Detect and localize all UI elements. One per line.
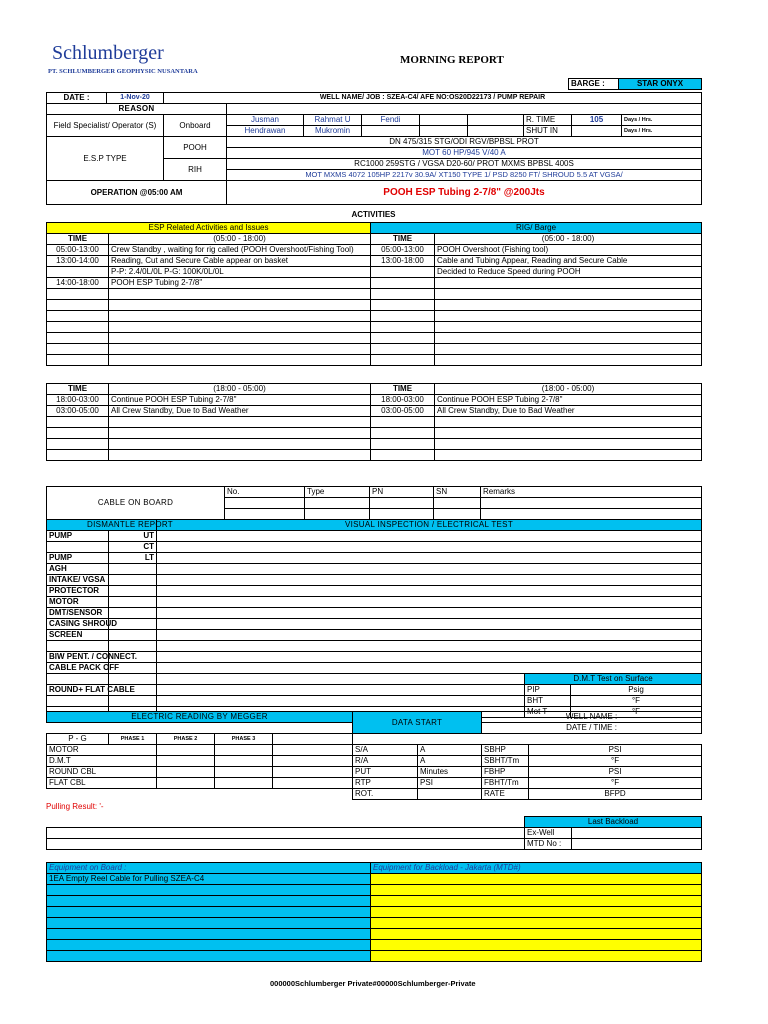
activity-time[interactable] [47,333,109,344]
dismantle-row [47,542,702,553]
reason-value[interactable] [227,104,702,115]
megger-value[interactable] [273,756,353,767]
dismantle-subitem [109,586,157,597]
dismantle-subitem [109,630,157,641]
data-param: SBHT/Tm [482,756,529,767]
megger-row [47,789,702,800]
cable-table [46,486,702,520]
data-param: S/A [353,745,418,756]
dismantle-row [47,641,702,652]
dismantle-row [47,608,702,619]
date-value[interactable]: 1-Nov-20 [107,93,164,104]
megger-row-label: FLAT CBL [47,778,157,789]
barge-value[interactable]: STAR ONYX [619,79,702,90]
dismantle-item [47,696,109,707]
dmt-param: BHT [525,696,571,707]
dismantle-row [47,630,702,641]
data-param: ROT. [353,789,418,800]
equipment-backload-item[interactable] [371,918,702,929]
data-unit[interactable]: A [418,756,482,767]
rig-activities-title: RIG/ Barge [371,223,702,234]
equipment-onboard-item[interactable] [47,896,371,907]
megger-value[interactable] [157,756,215,767]
day-range: (05:00 - 18:00) [435,234,702,245]
equipment-row [47,885,702,896]
megger-value[interactable] [273,745,353,756]
data-unit[interactable]: °F [529,778,702,789]
activity-desc[interactable] [109,428,371,439]
dismantle-item: CABLE PACK OFF [47,663,109,674]
dismantle-subitem [109,608,157,619]
data-unit[interactable]: PSI [529,767,702,778]
cable-col: PN [370,487,434,498]
activity-desc[interactable] [435,417,702,428]
activity-row [47,311,702,322]
megger-row [47,756,702,767]
activity-time[interactable] [371,417,435,428]
inspection-note[interactable] [157,674,525,685]
inspection-note[interactable] [157,553,702,564]
equipment-row [47,951,702,962]
dismantle-item [47,641,109,652]
activity-row [47,395,702,406]
report-title: MORNING REPORT [400,54,504,66]
dismantle-row [47,696,702,707]
activity-row [47,245,702,256]
activity-time[interactable] [371,344,435,355]
dismantle-item: INTAKE/ VGSA [47,575,109,586]
company-name: PT. SCHLUMBERGER GEOPHYSIC NUSANTARA [48,68,198,75]
inspection-note[interactable] [157,586,702,597]
activity-time[interactable] [371,300,435,311]
activity-time[interactable] [47,267,109,278]
inspection-note[interactable] [157,564,702,575]
activity-time[interactable] [371,428,435,439]
pooh-label: POOH [164,137,227,159]
megger-table [46,711,702,800]
activity-row [47,333,702,344]
activity-desc[interactable]: Crew Standby , waiting for rig called (POOH Overshoot/Fishing Tool) [109,245,371,256]
barge-label: BARGE : [569,79,619,90]
activity-desc[interactable] [435,450,702,461]
activity-row [47,278,702,289]
activity-desc[interactable] [435,289,702,300]
activity-time[interactable]: 14:00-18:00 [47,278,109,289]
megger-value[interactable] [157,778,215,789]
last-backload-label: Last Backload [525,817,702,828]
time-header: TIME [47,384,109,395]
data-param: PUT [353,767,418,778]
inspection-note[interactable] [157,608,702,619]
activity-time[interactable]: 03:00-05:00 [371,406,435,417]
megger-row-label: D.M.T [47,756,157,767]
activity-row [47,450,702,461]
data-unit[interactable]: Minutes [418,767,482,778]
dismantle-item: MOTOR [47,597,109,608]
activity-time[interactable]: 13:00-18:00 [371,256,435,267]
equipment-backload-item[interactable] [371,885,702,896]
inspection-note[interactable] [157,531,702,542]
inspection-note[interactable] [157,619,702,630]
mtd-label: MTD No : [525,839,572,850]
activity-desc[interactable] [435,311,702,322]
pooh-line-2[interactable]: MOT 60 HP/945 V/40 A [227,148,702,159]
shutin-unit: Days / Hrs. [622,126,702,137]
well-job[interactable]: WELL NAME/ JOB : SZEA-C4/ AFE NO:OS20D22173 / PUMP REPAIR [164,93,702,104]
activity-time[interactable] [47,311,109,322]
dismantle-item: BIW PENT. / CONNECT. [47,652,109,663]
inspection-note[interactable] [157,630,702,641]
well-name-label: WELL NAME : [482,712,702,723]
specialist-name[interactable]: Mukromin [304,126,362,137]
activity-time[interactable] [47,428,109,439]
activity-row [47,267,702,278]
activity-desc[interactable] [435,355,702,366]
info-table [46,92,702,205]
dismantle-item: PUMP [47,531,109,542]
activity-time[interactable] [371,289,435,300]
activity-time[interactable] [47,417,109,428]
data-param: RATE [482,789,529,800]
activity-time[interactable] [47,289,109,300]
dismantle-item: CASING SHROUD [47,619,109,630]
activity-time[interactable] [371,450,435,461]
activity-time[interactable] [371,311,435,322]
activity-desc[interactable] [109,344,371,355]
rih-line-1[interactable]: RC1000 259STG / VGSA D20-60/ PROT MXMS BPBSL 400S [227,159,702,170]
company-logo: Schlumberger [52,42,164,64]
equipment-onboard-item[interactable] [47,940,371,951]
megger-col: PHASE 3 [215,734,273,745]
spacer [47,789,353,800]
activity-time[interactable] [47,300,109,311]
esp-activities-title: ESP Related Activities and Issues [47,223,371,234]
cable-col: Remarks [481,487,702,498]
equipment-onboard-item[interactable] [47,907,371,918]
equipment-table [46,862,702,962]
dismantle-title: DISMANTLE REPORT [47,520,157,531]
dismantle-item [47,674,109,685]
rtime-value[interactable]: 105 [572,115,622,126]
equipment-backload-item[interactable] [371,940,702,951]
activity-desc[interactable]: All Crew Standby, Due to Bad Weather [109,406,371,417]
data-param: R/A [353,756,418,767]
equipment-row [47,907,702,918]
dismantle-row [47,575,702,586]
dismantle-item: DMT/SENSOR [47,608,109,619]
data-param: RTP [353,778,418,789]
equipment-backload-title: Equipment for Backload - Jakarta (MTD#) [371,863,702,874]
dmt-unit[interactable]: °F [571,707,702,718]
activities-day-table [46,222,702,366]
equipment-row [47,940,702,951]
activity-time[interactable] [47,322,109,333]
barge-table [568,78,702,90]
megger-row-label: ROUND CBL [47,767,157,778]
cable-col: No. [225,487,305,498]
data-param: FBHP [482,767,529,778]
specialist-name[interactable]: Fendi [362,115,420,126]
activity-desc[interactable] [109,311,371,322]
megger-col: P - G [47,734,109,745]
specialist-name[interactable]: Jusman [227,115,304,126]
dismantle-item [47,542,109,553]
dismantle-row [47,674,702,685]
activity-row [47,417,702,428]
esp-type-label: E.S.P TYPE [47,137,164,181]
data-param: SBHP [482,745,529,756]
activity-desc[interactable] [109,355,371,366]
footer: 000000Schlumberger Private#00000Schlumberger-Private [270,979,476,988]
equipment-onboard-item[interactable] [47,885,371,896]
activity-row [47,439,702,450]
megger-row-label: MOTOR [47,745,157,756]
data-unit[interactable]: PSI [529,745,702,756]
activities-night-table [46,383,702,461]
activity-time[interactable] [47,439,109,450]
activity-desc[interactable]: Decided to Reduce Speed during POOH [435,267,702,278]
equipment-row [47,918,702,929]
activity-row [47,428,702,439]
shutin-label: SHUT IN [524,126,572,137]
activity-desc[interactable] [109,333,371,344]
activity-desc[interactable]: Reading, Cut and Secure Cable appear on basket [109,256,371,267]
activity-desc[interactable] [109,300,371,311]
activity-time[interactable] [371,267,435,278]
equipment-backload-item[interactable] [371,874,702,885]
data-start-label: DATA START [353,712,482,734]
data-unit[interactable]: PSI [418,778,482,789]
activity-time[interactable] [371,278,435,289]
activity-desc[interactable]: POOH ESP Tubing 2-7/8" [109,278,371,289]
activity-time[interactable] [371,333,435,344]
activity-desc[interactable]: P-P: 2.4/0L/0L P-G: 100K/0L/0L [109,267,371,278]
dismantle-subitem [109,696,157,707]
dismantle-subitem [109,575,157,586]
megger-value[interactable] [273,778,353,789]
cable-col: Type [305,487,370,498]
rtime-label: R. TIME [524,115,572,126]
inspection-note[interactable] [157,542,702,553]
pooh-line-1[interactable]: DN 475/315 STG/ODI RGV/BPBSL PROT [227,137,702,148]
megger-row [47,767,702,778]
activity-row [47,355,702,366]
equipment-backload-item[interactable] [371,896,702,907]
activity-time[interactable] [47,344,109,355]
time-header: TIME [371,234,435,245]
inspection-note[interactable] [157,685,525,696]
time-header: TIME [47,234,109,245]
megger-value[interactable] [215,745,273,756]
data-unit[interactable] [418,789,482,800]
megger-col: PHASE 2 [157,734,215,745]
dismantle-subitem [109,641,157,652]
activity-time[interactable]: 03:00-05:00 [47,406,109,417]
inspection-note[interactable] [157,652,702,663]
dismantle-table [46,519,702,718]
activity-desc[interactable] [109,289,371,300]
rih-line-2[interactable]: MOT MXMS 4072 105HP 2217v 30.9A/ XT150 TYPE 1/ PSD 8250 FT/ SHROUD 5.5 AT VGSA/ [227,170,702,181]
activity-desc[interactable]: POOH Overshoot (Fishing tool) [435,245,702,256]
night-range: (18:00 - 05:00) [109,384,371,395]
dismantle-item: PUMP [47,553,109,564]
dismantle-subitem: UT [109,531,157,542]
equipment-onboard-title: Equipment on Board : [47,863,371,874]
activity-desc[interactable] [435,439,702,450]
activity-row [47,256,702,267]
inspection-note[interactable] [157,575,702,586]
megger-value[interactable] [273,767,353,778]
date-time-label: DATE / TIME : [482,723,702,734]
activity-desc[interactable]: All Crew Standby, Due to Bad Weather [435,406,702,417]
dmt-param: PIP [525,685,571,696]
activity-time[interactable]: 05:00-13:00 [371,245,435,256]
day-range: (05:00 - 18:00) [109,234,371,245]
equipment-row [47,929,702,940]
activity-desc[interactable]: Continue POOH ESP Tubing 2-7/8" [109,395,371,406]
dismantle-row [47,564,702,575]
activity-desc[interactable] [435,344,702,355]
activity-desc[interactable] [435,322,702,333]
rih-label: RIH [164,159,227,181]
field-specialist-label: Field Specialist/ Operator (S) [47,115,164,137]
inspection-note[interactable] [157,597,702,608]
specialist-name[interactable]: Rahmat U [304,115,362,126]
activity-row [47,300,702,311]
operation-value[interactable]: POOH ESP Tubing 2-7/8" @200Jts [227,181,702,205]
equipment-onboard-item[interactable] [47,929,371,940]
activity-desc[interactable] [435,300,702,311]
cable-on-board-label: CABLE ON BOARD [47,487,225,520]
night-range: (18:00 - 05:00) [435,384,702,395]
activity-desc[interactable] [109,322,371,333]
dismantle-row [47,652,702,663]
specialist-name[interactable]: Hendrawan [227,126,304,137]
dmt-unit[interactable]: Psig [571,685,702,696]
activity-desc[interactable] [435,333,702,344]
megger-row [47,778,702,789]
megger-row [47,745,702,756]
activity-desc[interactable] [435,278,702,289]
reason-label: REASON [47,104,227,115]
dismantle-subitem [109,674,157,685]
megger-value[interactable] [215,778,273,789]
visual-inspection-title: VISUAL INSPECTION / ELECTRICAL TEST [157,520,702,531]
megger-value[interactable] [215,756,273,767]
activity-time[interactable] [371,355,435,366]
dismantle-item: SCREEN [47,630,109,641]
dmt-param: Mot T [525,707,571,718]
dismantle-row [47,663,702,674]
cable-col: SN [434,487,481,498]
megger-title: ELECTRIC READING BY MEGGER [47,712,353,723]
data-param: FBHT/Tm [482,778,529,789]
equipment-backload-item[interactable] [371,951,702,962]
activity-time[interactable] [371,322,435,333]
equipment-onboard-item[interactable] [47,918,371,929]
equipment-backload-item[interactable] [371,929,702,940]
megger-value[interactable] [215,767,273,778]
activity-desc[interactable] [109,439,371,450]
dismantle-row [47,586,702,597]
dismantle-item: PROTECTOR [47,586,109,597]
equipment-row [47,874,702,885]
dismantle-subitem: LT [109,553,157,564]
dismantle-item: AGH [47,564,109,575]
inspection-note[interactable] [157,663,702,674]
megger-col: PHASE 1 [109,734,157,745]
activity-time[interactable] [47,450,109,461]
time-header: TIME [371,384,435,395]
backload-table [46,816,702,850]
megger-value[interactable] [157,767,215,778]
dismantle-row [47,597,702,608]
dismantle-row [47,619,702,630]
data-unit[interactable]: A [418,745,482,756]
dismantle-subitem [109,564,157,575]
activity-time[interactable]: 13:00-14:00 [47,256,109,267]
pulling-result: Pulling Result: '- [46,802,104,811]
activity-time[interactable] [371,439,435,450]
activity-desc[interactable] [109,450,371,461]
dmt-unit[interactable]: °F [571,696,702,707]
activities-title: ACTIVITIES [351,210,396,219]
megger-value[interactable] [157,745,215,756]
dismantle-row [47,553,702,564]
activity-time[interactable]: 18:00-03:00 [371,395,435,406]
activity-desc[interactable]: Cable and Tubing Appear, Reading and Secure Cable [435,256,702,267]
dismantle-row [47,531,702,542]
data-unit[interactable]: BFPD [529,789,702,800]
operation-label: OPERATION @05:00 AM [47,181,227,205]
activity-desc[interactable] [109,417,371,428]
activity-row [47,406,702,417]
activity-time[interactable] [47,355,109,366]
equipment-row [47,896,702,907]
equipment-onboard-item[interactable]: 1EA Empty Reel Cable for Pulling SZEA-C4 [47,874,371,885]
data-unit[interactable]: °F [529,756,702,767]
activity-time[interactable]: 18:00-03:00 [47,395,109,406]
inspection-note[interactable] [157,641,702,652]
activity-row [47,322,702,333]
dismantle-subitem [109,597,157,608]
dismantle-row [47,685,702,696]
dmt-title: D.M.T Test on Surface [525,674,702,685]
activity-time[interactable]: 05:00-13:00 [47,245,109,256]
exwell-label: Ex-Well [525,828,572,839]
rtime-unit: Days / Hrs. [622,115,702,126]
dismantle-subitem: CT [109,542,157,553]
activity-desc[interactable] [435,428,702,439]
date-label: DATE : [47,93,107,104]
equipment-backload-item[interactable] [371,907,702,918]
onboard-label: Onboard [164,115,227,137]
equipment-onboard-item[interactable] [47,951,371,962]
activity-desc[interactable]: Continue POOH ESP Tubing 2-7/8" [435,395,702,406]
dismantle-item: ROUND+ FLAT CABLE [47,685,109,696]
activity-row [47,344,702,355]
shutin-value[interactable] [572,126,622,137]
activity-row [47,289,702,300]
inspection-note[interactable] [157,696,525,707]
